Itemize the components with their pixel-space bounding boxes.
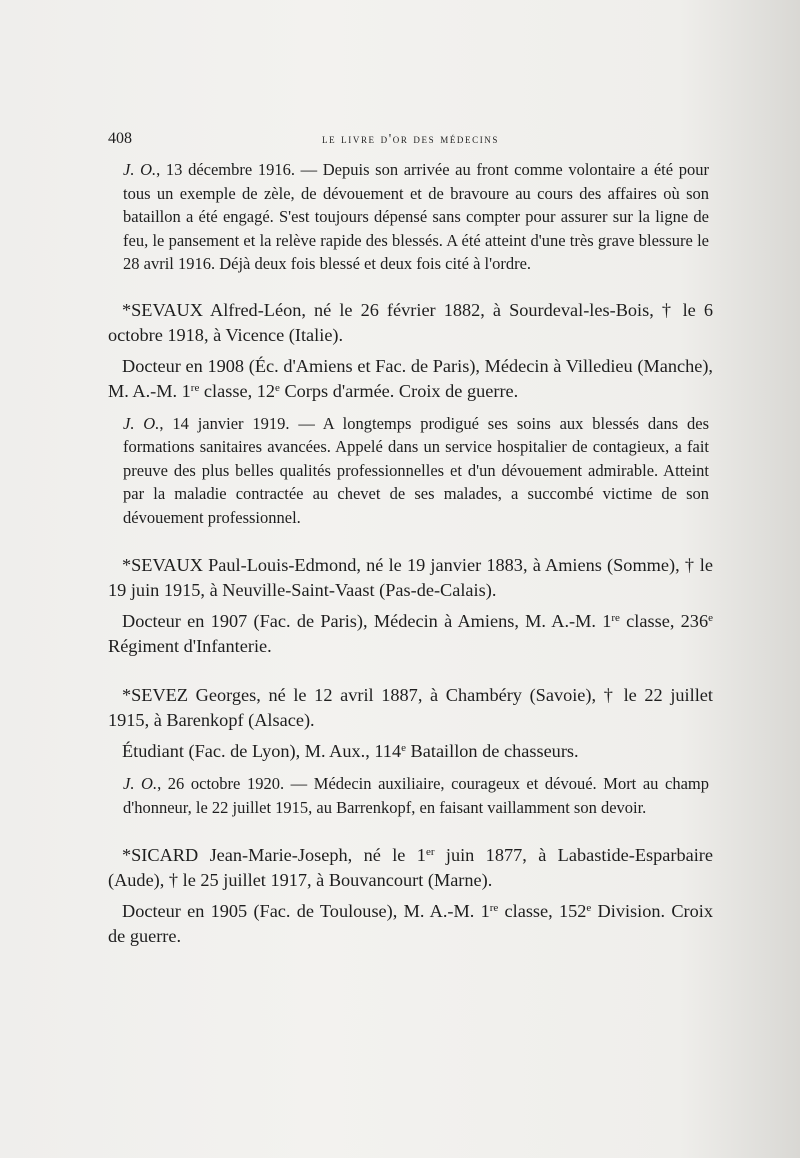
- entry-title: *SICARD Jean-Marie-Joseph, né le 1er juin 1877, à Labastide-Esparbaire (Aude), † le 25 juillet 1917, à Bouvancourt (Marne).: [108, 845, 713, 890]
- page-number: 408: [108, 130, 132, 147]
- entry-sicard-jean: [108, 843, 713, 949]
- citation-text: , 14 janvier 1919. — A longtemps prodigué ses soins aux blessés dans des formations sanitaires avancées. Appelé dans un service hospitalier de contagieux, a fait preuve des plus belles qualités professionnelles et d'un dévouement admirable. Atteint par la maladie contractée au chevet de ses malades, a succombé victime de son dévouement professionnel.: [123, 413, 709, 527]
- citation-note: [108, 158, 713, 276]
- entry-sevez-georges: [108, 683, 713, 819]
- entry-title: *SEVAUX Paul-Louis-Edmond, né le 19 janvier 1883, à Amiens (Somme), † le 19 juin 1915, à Neuville-Saint-Vaast (Pas-de-Calais).: [108, 555, 713, 600]
- citation-source: J. O.: [123, 774, 158, 793]
- page-header: [108, 130, 713, 150]
- entry-sevaux-paul: [108, 553, 713, 659]
- entry-title: *SEVEZ Georges, né le 12 avril 1887, à Chambéry (Savoie), † le 22 juillet 1915, à Barenkopf (Alsace).: [108, 685, 713, 730]
- citation-note: [108, 772, 713, 819]
- page-content: [108, 158, 713, 949]
- entry-title: *SEVAUX Alfred-Léon, né le 26 février 1882, à Sourdeval-les-Bois, † le 6 octobre 1918, à Vicence (Italie).: [108, 299, 713, 345]
- entry-detail: Docteur en 1907 (Fac. de Paris), Médecin à Amiens, M. A.-M. 1re classe, 236e Régiment d'Infanterie.: [108, 611, 713, 656]
- running-title: le livre d'or des médecins: [321, 131, 500, 146]
- citation-note: [108, 412, 713, 530]
- entry-sevaux-alfred: [108, 298, 713, 530]
- entry-detail: Étudiant (Fac. de Lyon), M. Aux., 114e Bataillon de chasseurs.: [122, 741, 579, 761]
- entry-detail: Docteur en 1908 (Éc. d'Amiens et Fac. de Paris), Médecin à Villedieu (Manche), M. A.-M. 1re classe, 12e Corps d'armée. Croix de guerre.: [108, 355, 713, 401]
- citation-text: , 13 décembre 1916. — Depuis son arrivée au front comme volontaire a été pour tous un exemple de zèle, de dévouement et de bravoure au cours des affaires où son bataillon a été engagé. S'est toujours dépensé sans compter pour assurer sur la ligne de feu, le pansement et la relève rapide des blessés. A été atteint d'une très grave blessure le 28 avril 1916. Déjà deux fois blessé et deux fois cité à l'ordre.: [123, 160, 709, 273]
- citation-text: , 26 octobre 1920. — Médecin auxiliaire, courageux et dévoué. Mort au champ d'honneur, le 22 juillet 1915, au Barrenkopf, en faisant vaillamment son devoir.: [123, 774, 710, 817]
- citation-source: J. O.: [123, 413, 160, 433]
- citation-source: J. O.: [123, 160, 157, 179]
- entry-detail: Docteur en 1905 (Fac. de Toulouse), M. A.-M. 1re classe, 152e Division. Croix de guerre.: [108, 901, 713, 946]
